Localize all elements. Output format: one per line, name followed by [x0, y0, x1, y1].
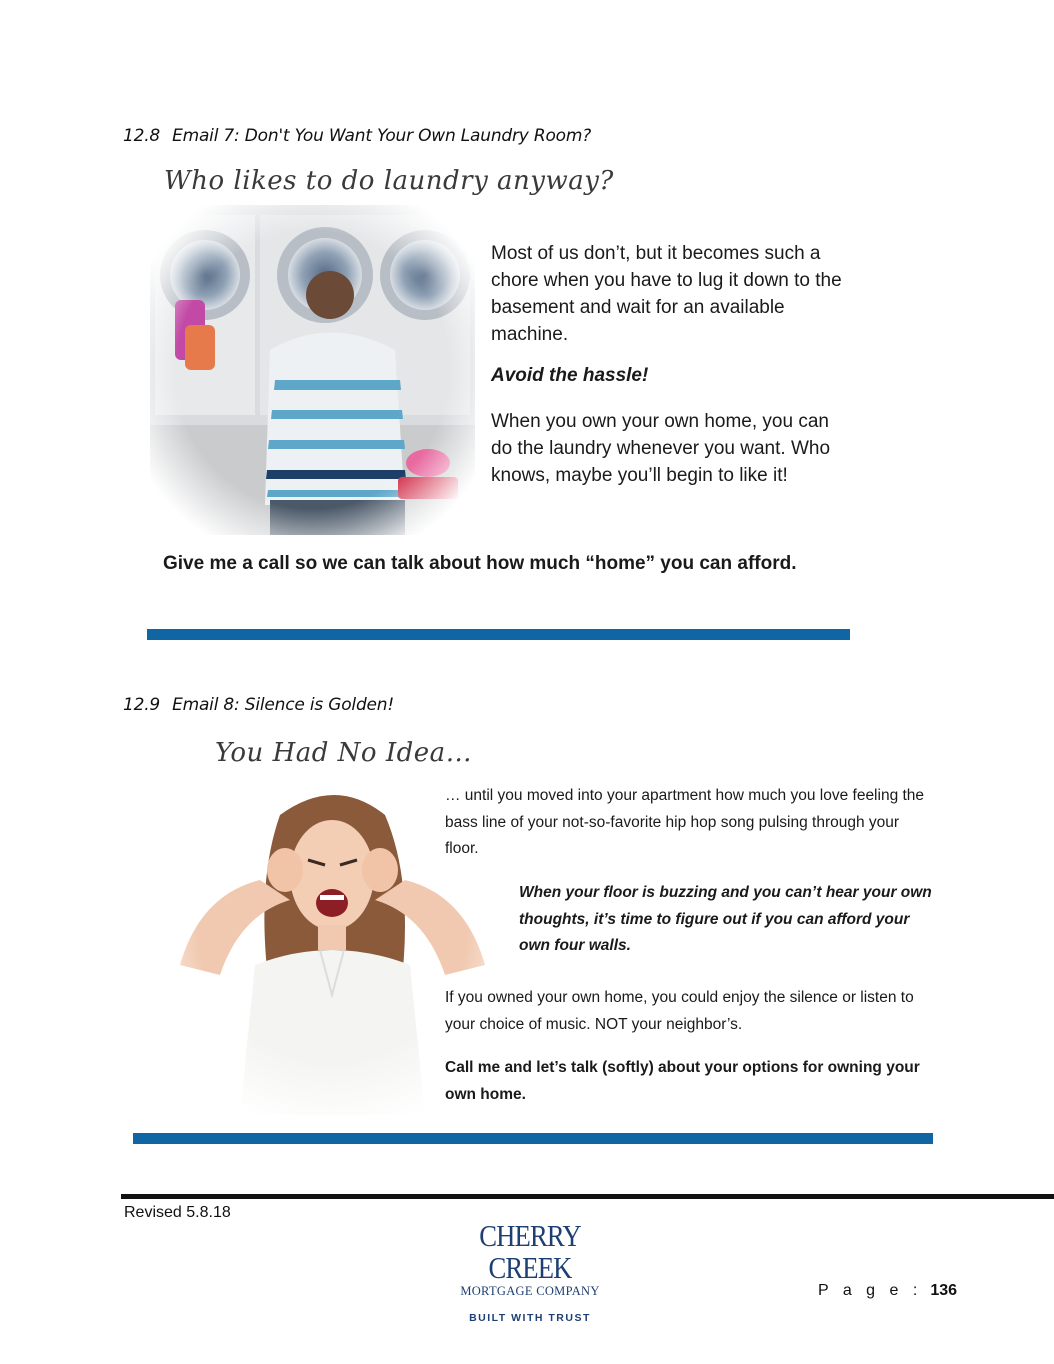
footer-rule: [121, 1194, 1054, 1199]
logo-name: CHERRY CREEK: [479, 1218, 581, 1285]
company-logo: [450, 1220, 610, 1324]
page-number-value: 136: [930, 1282, 958, 1299]
email7-call-to-action: Give me a call so we can talk about how much “home” you can afford.: [163, 553, 797, 574]
section-title: Email 7: Don't You Want Your Own Laundry Room?: [172, 126, 592, 146]
revision-note: Revised 5.8.18: [124, 1204, 231, 1221]
section-number: 12.8: [123, 126, 161, 146]
page-number: [818, 1282, 957, 1300]
section-divider: [133, 1133, 933, 1144]
email8-paragraph-2: If you owned your own home, you could enjoy the silence or listen to your choice of music. NOT your neighbor’s.: [445, 989, 914, 1033]
page-label: P a g e :: [818, 1282, 923, 1299]
email8-call-to-action: Call me and let’s talk (softly) about your options for owning your own home.: [445, 1059, 920, 1103]
email7-paragraph-2: When you own your own home, you can do the laundry whenever you want. Who knows, maybe you’ll begin to like it!: [491, 411, 831, 486]
section-divider: [147, 629, 850, 640]
section-title: Email 8: Silence is Golden!: [172, 695, 394, 715]
section-heading-email8: [123, 695, 394, 715]
email8-paragraph-1: … until you moved into your apartment how much you love feeling the bass line of your not-so-favorite hip hop song pulsing through your floor.: [445, 787, 925, 857]
email7-script-title: Who likes to do laundry anyway?: [164, 166, 614, 196]
logo-tagline: BUILT WITH TRUST: [469, 1312, 591, 1324]
logo-subtitle: MORTGAGE COMPANY: [460, 1284, 600, 1298]
email7-paragraph-1: Most of us don’t, but it becomes such a chore when you have to lug it down to the basement and wait for an available machine.: [491, 243, 842, 345]
section-heading-email7: [123, 126, 591, 146]
email7-emphasis: Avoid the hassle!: [491, 365, 649, 386]
laundry-photo: [150, 205, 475, 535]
email8-script-title: You Had No Idea…: [215, 738, 473, 768]
section-number: 12.9: [123, 695, 161, 715]
email8-emphasis: When your floor is buzzing and you can’t hear your own thoughts, it’s time to figure out if you can afford your own four walls.: [519, 884, 932, 954]
